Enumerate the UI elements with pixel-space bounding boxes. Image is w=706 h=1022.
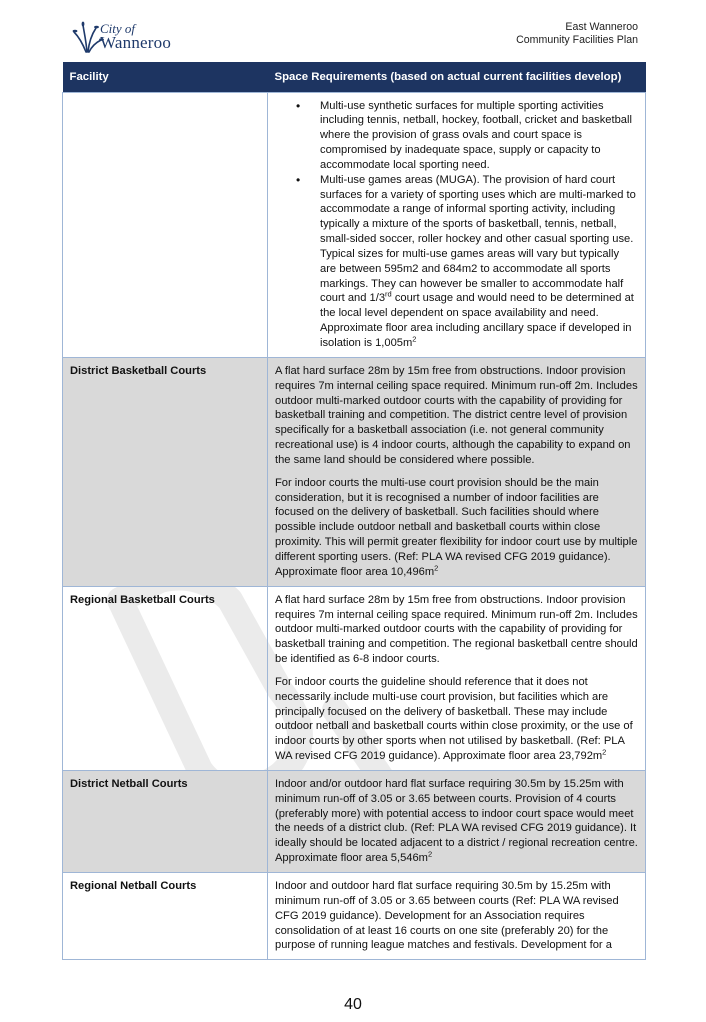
facility-name: District Netball Courts	[63, 770, 268, 872]
facility-name: District Basketball Courts	[63, 357, 268, 586]
facility-cell-empty	[63, 92, 268, 357]
list-item: • Multi-use games areas (MUGA). The provision of hard court surfaces for a variety of sporting uses which are multi-marked to accommodate a range of informal sporting activity, including typically a mixture of the sports of basketball, tennis, netball, small-sided soccer, roller hockey and other casual sporting use. Typical sizes for multi-use games areas will vary but typically are between 595m2 and 684m2 to accommodate all sports markings. They can however be smaller to accommodate half court and 1/3rd court usage and would need to be determined at the local level dependent on space availability and need. Approximate floor area including ancillary space if developed in isolation is $1,005m^2$	[320, 173, 638, 351]
paragraph: Indoor and outdoor hard flat surface requiring 30.5m by 15.25m with minimum run-off of 3.05 or 3.65 between courts (Ref: PLA WA revised CFG 2019 guidance). Development for an Association requires consolidation of at least 16 courts on one site (preferably 20) for the purpose of running league matches and festivals. Development for a	[275, 880, 619, 952]
list-item: • Multi-use synthetic surfaces for multiple sporting activities including tennis, netball, hockey, football, cricket and basketball where the provision of grass ovals and court space is compromised by inadequate space, supply or capacity to accommodate local sporting need.	[320, 99, 638, 173]
table-header-row	[63, 62, 646, 92]
table-row	[63, 92, 646, 357]
facility-name: Regional Netball Courts	[63, 873, 268, 960]
header-line-2: Community Facilities Plan	[516, 34, 638, 46]
bullet-list	[275, 99, 638, 351]
requirements-cell	[268, 357, 646, 586]
column-header-facility: Facility	[63, 62, 268, 92]
table-row	[63, 357, 646, 586]
table-row	[63, 770, 646, 872]
paragraph: For indoor courts the guideline should reference that it does not necessarily include multi-use court provision, but facilities which are principally focused on the delivery of basketball. These may include outdoor netball and basketball courts within close proximity, or the use of indoor courts by other sports when not utilised by basketball. (Ref: PLA WA revised CFG 2019 guidance). Approximate floor area $23,792m^2$	[275, 675, 633, 763]
column-header-space-requirements: Space Requirements (based on actual current facilities develop)	[268, 62, 646, 92]
document-header	[516, 21, 638, 47]
facility-name: Regional Basketball Courts	[63, 586, 268, 770]
requirements-cell	[268, 586, 646, 770]
paragraph: Indoor and/or outdoor hard flat surface requiring 30.5m by 15.25m with minimum run-off of 3.05 or 3.65 between courts. Provision of 4 courts (preferably more) with potential access to indoor court space would meet the needs of a district club. (Ref: PLA WA revised CFG 2019 guidance). It ideally should be located adjacent to a district / regional recreation centre. Approximate floor area $5,546m^2$	[275, 777, 638, 865]
logo-wanneroo: Wanneroo	[100, 33, 172, 52]
facilities-table	[62, 62, 646, 960]
table-row	[63, 586, 646, 770]
requirements-cell	[268, 873, 646, 960]
paragraph: A flat hard surface 28m by 15m free from obstructions. Indoor provision requires 7m internal ceiling space required. Minimum run-off 2m. Includes outdoor multi-marked outdoor courts with the capability of providing for basketball training and competition. The district centre level of provision specifically for a basketball association (i.e. not general community recreational use) is 4 indoor courts, although the capability to expand on the same land should be considered where possible.	[275, 364, 638, 466]
logo-city-of: City of	[100, 21, 136, 36]
table-row	[63, 873, 646, 960]
header-line-1: East Wanneroo	[565, 21, 638, 33]
page-number: 40	[344, 996, 362, 1013]
paragraph: A flat hard surface 28m by 15m free from obstructions. Indoor provision requires 7m internal ceiling space required. Minimum run-off 2m. Includes outdoor multi-marked outdoor courts with the capability of providing for basketball training and competition. The regional basketball centre should be identified as 6-8 indoor courts.	[275, 593, 638, 666]
requirements-cell	[268, 92, 646, 357]
paragraph: For indoor courts the multi-use court provision should be the main consideration, but it is recognised a number of indoor facilities are focused on the delivery of basketball. Such facilities should where possible include outdoor netball and basketball courts within close proximity. This will permit greater flexibility for indoor court use by multiple different sporting users. (Ref: PLA WA revised CFG 2019 guidance). Approximate floor area $10,496m^2$	[275, 476, 638, 578]
requirements-cell	[268, 770, 646, 872]
